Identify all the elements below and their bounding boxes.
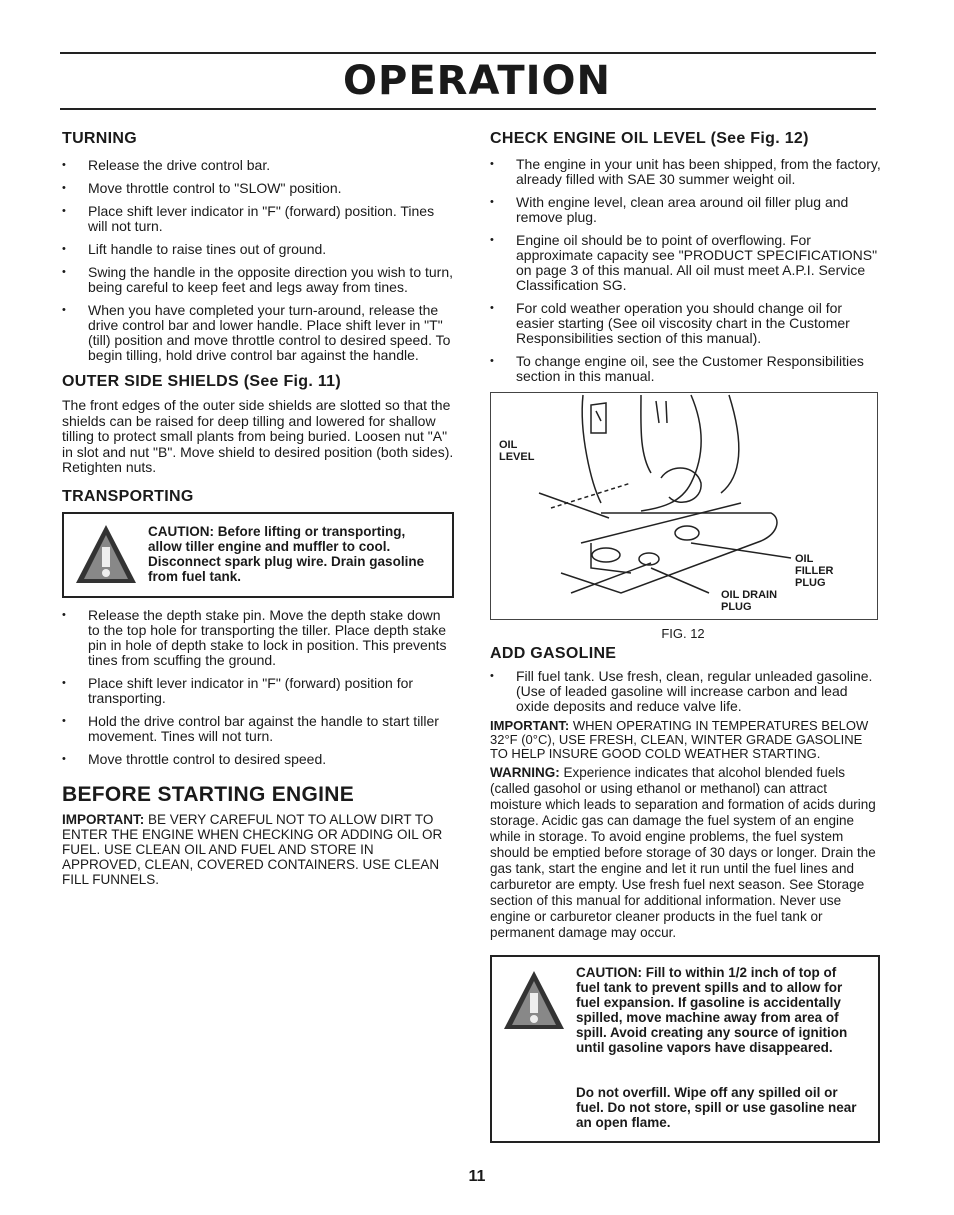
before-starting-heading: BEFORE STARTING ENGINE <box>62 782 355 806</box>
warning-triangle-icon <box>502 969 566 1031</box>
label-line: FILLER <box>795 565 834 577</box>
list-item: • With engine level, clean area around oil filler plug and remove plug. <box>490 195 882 225</box>
before-starting-important <box>62 812 454 887</box>
list-item: • Release the drive control bar. <box>62 158 454 173</box>
list-item: • Hold the drive control bar against the handle to start tiller movement. Tines will not turn. <box>62 714 454 744</box>
list-item: • Place shift lever indicator in "F" (forward) position. Tines will not turn. <box>62 204 454 234</box>
label-line: LEVEL <box>499 451 535 463</box>
turning-list <box>62 158 454 363</box>
list-item: • Lift handle to raise tines out of ground. <box>62 242 454 257</box>
important-label: IMPORTANT: <box>490 718 570 733</box>
right-column <box>490 130 882 1143</box>
add-gasoline-heading: ADD GASOLINE <box>490 645 617 662</box>
gasoline-warning <box>490 765 882 941</box>
title-underline <box>60 108 876 110</box>
oil-level-label <box>499 439 534 463</box>
transporting-list <box>62 608 454 767</box>
important-text: BE VERY CAREFUL NOT TO ALLOW DIRT TO ENTER THE ENGINE WHEN CHECKING OR ADDING OIL OR FUEL. USE CLEAN OIL AND FUEL AND STORE IN APPROVED, CLEAN, COVERED CONTAINERS. USE CLEAN FILL FUNNELS. <box>62 811 443 887</box>
important-label: IMPORTANT: <box>62 811 145 827</box>
list-item: • Place shift lever indicator in "F" (forward) position for transporting. <box>62 676 454 706</box>
transport-caution-text: CAUTION: Before lifting or transporting, allow tiller engine and muffler to cool. Disconnect spark plug wire. Drain gasoline from fuel tank. <box>148 523 425 584</box>
turning-heading: TURNING <box>62 130 137 147</box>
list-item: • Release the depth stake pin. Move the depth stake down to the top hole for transporting the tiller. Place depth stake pin in hole of depth stake to lock in position. This prevents tines from scuffing the ground. <box>62 608 454 668</box>
list-item: • The engine in your unit has been shipped, from the factory, already filled with SAE 30 summer weight oil. <box>490 157 882 187</box>
figure-caption: FIG. 12 <box>661 626 705 641</box>
warning-label: WARNING: <box>490 765 560 780</box>
page-number: 11 <box>468 1168 486 1185</box>
list-item: • Move throttle control to "SLOW" position. <box>62 181 454 196</box>
warning-text: Experience indicates that alcohol blended fuels (called gasohol or using ethanol or methanol) can attract moisture which leads to separation and formation of acids during storage. Acidic gas can damage the fuel system of an engine while in storage. To avoid engine problems, the fuel system should be emptied before storage of 30 days or longer. Drain the gas tank, start the engine and let it run until the fuel lines and carburetor are empty. Use fresh fuel next season. See Storage section of this manual for additional information. Never use engine or carburetor cleaner products in the fuel tank or permanent damage may occur. <box>490 765 876 940</box>
left-column <box>62 130 454 887</box>
list-item: • Engine oil should be to point of overflowing. For approximate capacity see "PRODUCT SPECIFICATIONS" on page 3 of this manual. All oil must meet A.P.I. Service Classification SG. <box>490 233 882 293</box>
label-line: PLUG <box>795 577 826 589</box>
top-rule <box>60 52 876 54</box>
figure-12-oil-diagram <box>490 392 878 620</box>
oil-filler-plug-label <box>795 553 834 589</box>
gasoline-important <box>490 719 882 761</box>
list-item: • For cold weather operation you should change oil for easier starting (See oil viscosity chart in the Customer Responsibilities section of this manual). <box>490 301 882 346</box>
transport-caution-box <box>62 512 454 598</box>
check-oil-list <box>490 157 882 384</box>
outer-shields-text: The front edges of the outer side shields are slotted so that the shields can be raised for deep tilling and lowered for shallow tilling to protect small plants from being buried. Loosen nut "A" in slot and nut "B". Move shield to desired position (both sides). Retighten nuts. <box>62 397 454 475</box>
warning-triangle-icon <box>74 523 138 585</box>
list-item: • When you have completed your turn-around, release the drive control bar and lower handle. Place shift lever in "T" (till) position and move throttle control to desired speed. To begin tilling, hold drive control bar against the handle. <box>62 303 454 363</box>
label-line: PLUG <box>721 601 752 613</box>
gasoline-caution-box <box>490 955 880 1143</box>
gasoline-caution-text-2: Do not overfill. Wipe off any spilled oil or fuel. Do not store, spill or use gasoline near an open flame. <box>576 1085 857 1130</box>
label-line: OIL DRAIN <box>721 589 778 601</box>
outer-shields-heading: OUTER SIDE SHIELDS (See Fig. 11) <box>62 373 341 390</box>
list-item: • Swing the handle in the opposite direction you wish to turn, being careful to keep feet and legs away from tines. <box>62 265 454 295</box>
oil-drain-plug-label <box>721 589 777 613</box>
page-title: OPERATION <box>343 58 611 104</box>
gasoline-caution-text: CAUTION: Fill to within 1/2 inch of top of fuel tank to prevent spills and to allow for fuel expansion. If gasoline is accidentally spilled, move machine away from area of spill. Avoid creating any source of ignition until gasoline vapors have disappeared. <box>576 965 848 1055</box>
check-oil-heading: CHECK ENGINE OIL LEVEL (See Fig. 12) <box>490 130 809 147</box>
transporting-heading: TRANSPORTING <box>62 487 194 505</box>
add-gasoline-list <box>490 669 882 714</box>
list-item: • Fill fuel tank. Use fresh, clean, regular unleaded gasoline. (Use of leaded gasoline will increase carbon and lead oxide deposits and reduce valve life. <box>490 669 882 714</box>
list-item: • To change engine oil, see the Customer Responsibilities section in this manual. <box>490 354 882 384</box>
important-text: WHEN OPERATING IN TEMPERATURES BELOW 32°F (0°C), USE FRESH, CLEAN, WINTER GRADE GASOLINE TO HELP INSURE GOOD COLD WEATHER STARTING. <box>490 718 869 761</box>
list-item: • Move throttle control to desired speed. <box>62 752 454 767</box>
label-line: OIL <box>499 439 518 451</box>
label-line: OIL <box>795 553 814 565</box>
